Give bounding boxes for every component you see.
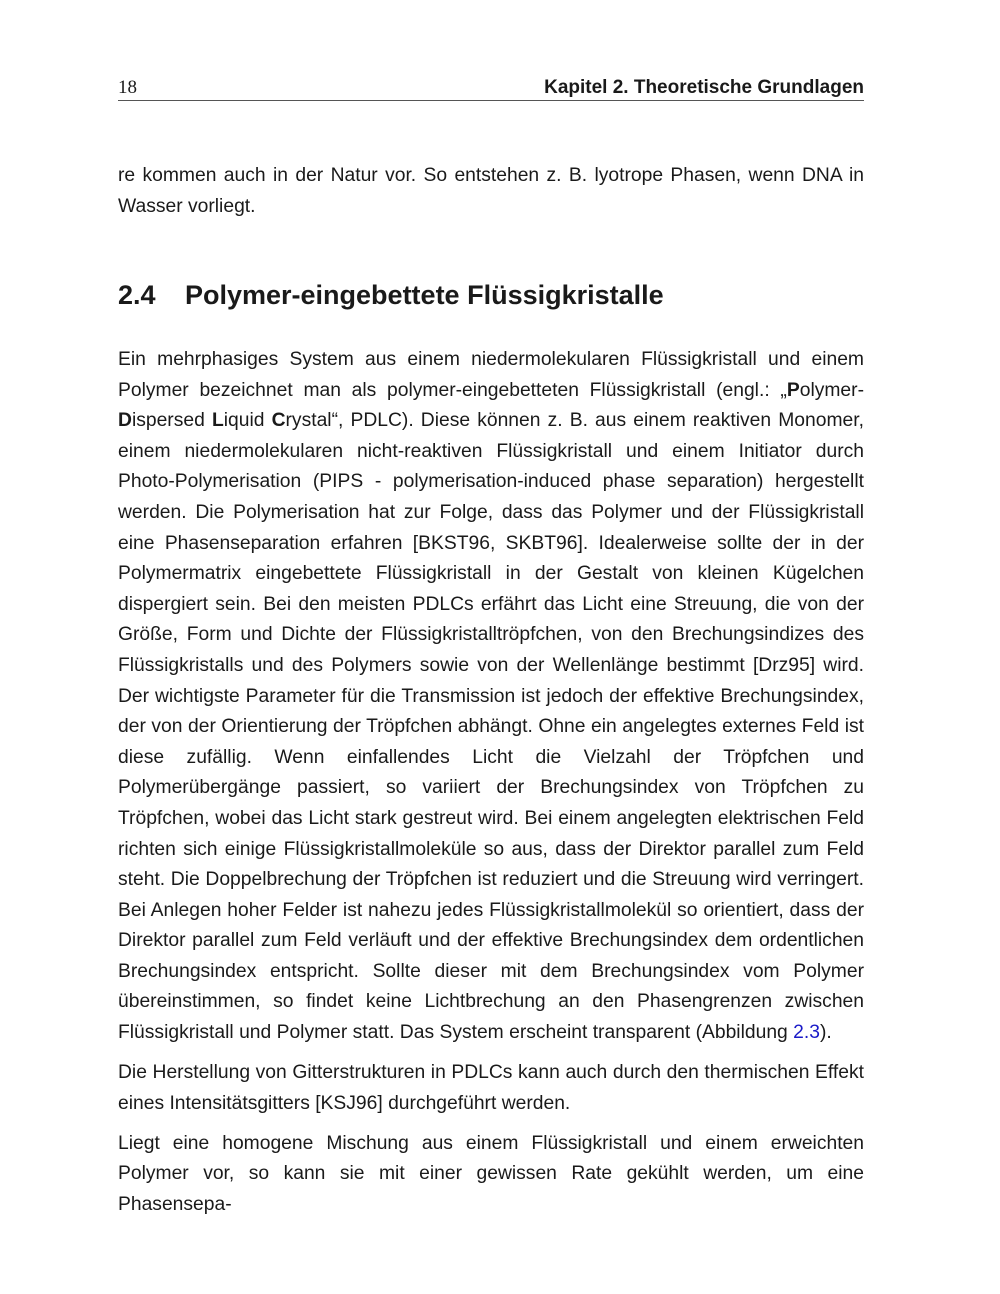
paragraph-phase-separation: Liegt eine homogene Mischung aus einem Flüssigkristall und einem erweichten Polymer vor, so kann sie mit einer gewissen Rate gekühlt werden, um eine Phasensepa-: [118, 1132, 864, 1216]
section-title: Polymer-eingebettete Flüssigkristalle: [185, 280, 664, 310]
acronym-letter-c: C: [271, 410, 286, 432]
acronym-letter-p: P: [786, 379, 800, 401]
section-number: 2.4: [118, 280, 156, 310]
section-body: [118, 345, 864, 1221]
acronym-letter-d: D: [118, 410, 132, 432]
acronym-letter-l: L: [211, 410, 224, 432]
page-header: [118, 74, 864, 101]
paragraph-pdlc-definition: [118, 345, 864, 1049]
continued-paragraph-text: re kommen auch in der Natur vor. So entstehen z. B. lyotrope Phasen, wenn DNA in Wasser vorliegt.: [118, 165, 864, 217]
acronym-word-olymer: olymer-: [799, 379, 864, 401]
figure-reference-link[interactable]: 2.3: [793, 1022, 820, 1044]
acronym-word-ispersed: ispersed: [131, 410, 212, 432]
paragraph-end: ).: [819, 1022, 832, 1044]
paragraph-intro: Ein mehrphasiges System aus einem niedermolekularen Flüssigkristall und einem Polymer bezeichnet man als polymer-eingebetteten Flüssigkristall (engl.: „: [118, 349, 864, 401]
paragraph-thermal-grating: Die Herstellung von Gitterstrukturen in PDLCs kann auch durch den thermischen Effekt eines Intensitätsgitters [KSJ96] durchgeführt werden.: [118, 1062, 864, 1114]
continued-paragraph: [118, 161, 864, 222]
section-heading: [118, 277, 664, 313]
acronym-word-iquid: iquid: [223, 410, 272, 432]
running-head: Kapitel 2. Theoretische Grundlagen: [544, 77, 864, 98]
page-number: 18: [118, 77, 137, 98]
paragraph-body: rystal“, PDLC). Diese können z. B. aus einem reaktiven Monomer, einem niedermolekularen nicht-reaktiven Flüssigkristall und einem Initiator durch Photo-Polymerisation (PIPS - polymerisation-induced phase separation) hergestellt werden. Die Polymerisation hat zur Folge, dass das Polymer und der Flüssigkristall eine Phasenseparation erfahren [BKST96, SKBT96]. Idealerweise sollte der in der Polymermatrix eingebettete Flüssigkristall in der Gestalt von kleinen Kügelchen dispergiert sein. Bei den meisten PDLCs erfährt das Licht eine Streuung, die von der Größe, Form und Dichte der Flüssigkristalltröpfchen, von den Brechungsindizes des Flüssigkristalls und des Polymers sowie von der Wellenlänge bestimmt [Drz95] wird. Der wichtigste Parameter für die Transmission ist jedoch der effektive Brechungsindex, der von der Orientierung der Tröpfchen abhängt. Ohne ein angelegtes externes Feld ist diese zufällig. Wenn einfallendes Licht die Vielzahl der Tröpfchen und Polymerübergänge passiert, so variiert der Brechungsindex von Tröpfchen zu Tröpfchen, wobei das Licht stark gestreut wird. Bei einem angelegten elektrischen Feld richten sich einige Flüssigkristallmoleküle so aus, dass der Direktor parallel zum Feld steht. Die Doppelbrechung der Tröpfchen ist reduziert und die Streuung wird verringert. Bei Anlegen hoher Felder ist nahezu jedes Flüssigkristallmolekül so orientiert, dass der Direktor parallel zum Feld verläuft und der effektive Brechungsindex dem ordentlichen Brechungsindex entspricht. Sollte dieser mit dem Brechungsindex vom Polymer übereinstimmen, so findet keine Lichtbrechung an den Phasengrenzen zwischen Flüssigkristall und Polymer statt. Das System erscheint transparent (Abbildung: [118, 410, 864, 1044]
